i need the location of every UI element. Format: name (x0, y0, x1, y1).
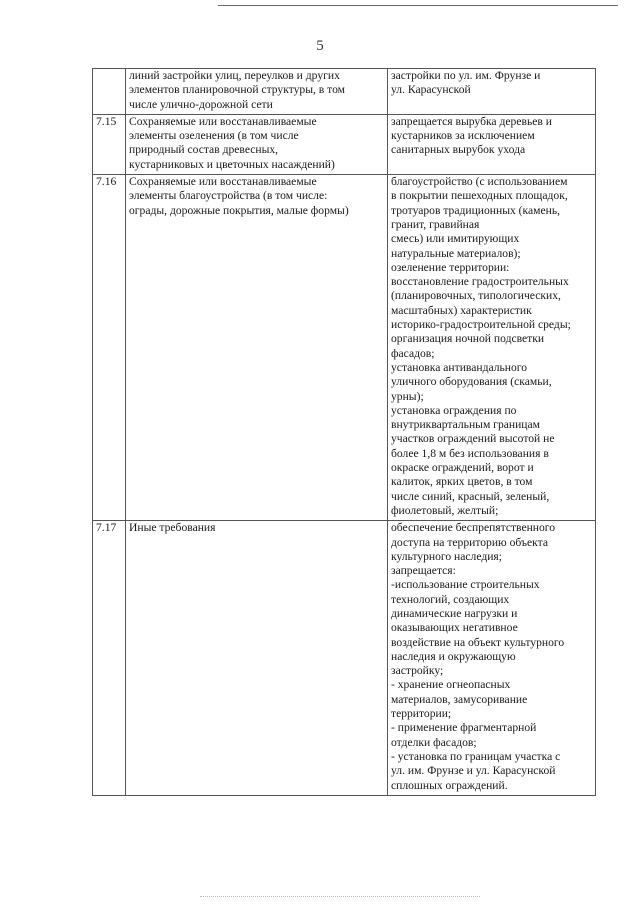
element-name-cell (126, 175, 388, 521)
requirement-line: застройки по ул. им. Фрунзе и (391, 69, 541, 82)
element-name-line: Сохраняемые или восстанавливаемые (129, 175, 317, 189)
table-row (93, 175, 596, 521)
requirement-line: культурного наследия; (391, 549, 502, 563)
page-number: 5 (316, 38, 324, 54)
requirement-line: ул. Карасунской (391, 83, 471, 97)
requirement-line: участков ограждений высотой не (391, 432, 555, 446)
requirement-line: историко-градостроительной среды; (391, 318, 571, 332)
table-body (93, 69, 596, 796)
requirement-line: числе синий, красный, зеленый, (391, 489, 550, 503)
requirement-line: (планировочных, типологических, (391, 289, 561, 303)
element-name-line: природный состав древесных, (129, 143, 279, 157)
element-name-line: Иные требования (129, 521, 216, 535)
requirement-line: территории; (391, 707, 452, 721)
element-name-line: элементы благоустройства (в том числе: (129, 189, 328, 203)
row-number-cell: 7.17 (93, 521, 126, 796)
element-name-cell (126, 521, 388, 796)
table-row (93, 114, 596, 174)
requirement-line: материалов, замусоривание (391, 692, 528, 706)
requirement-line: запрещается: (391, 564, 456, 578)
bottom-scan-artifact (200, 896, 480, 897)
requirement-line: натуральные материалов); (391, 246, 521, 260)
requirement-line: динамические нагрузки и (391, 606, 518, 620)
element-name-line: числе улично-дорожной сети (129, 97, 273, 111)
requirement-line: воздействие на объект культурного (391, 635, 565, 649)
requirement-line: - хранение огнеопасных (391, 678, 511, 692)
element-name-line: ограды, дорожные покрытия, малые формы) (129, 203, 349, 217)
requirement-line: отделки фасадов; (391, 735, 477, 749)
requirement-line: санитарных вырубок ухода (391, 143, 526, 157)
row-number-cell: 7.16 (93, 175, 126, 521)
requirement-cell (388, 521, 596, 796)
element-name-line: линий застройки улиц, переулков и других (129, 69, 340, 82)
requirement-line: восстановление градостроительных (391, 275, 569, 289)
top-rule (218, 5, 618, 6)
requirement-line: технологий, создающих (391, 592, 510, 606)
requirement-line: наследия и окружающую (391, 649, 516, 663)
requirement-line: уличного оборудования (скамьи, (391, 375, 552, 389)
requirement-line: -использование строительных (391, 578, 540, 592)
requirement-line: кустарников за исключением (391, 129, 535, 143)
requirement-cell (388, 175, 596, 521)
element-name-line: элементы озеленения (в том числе (129, 129, 299, 143)
requirement-line: - установка по границам участка с (391, 749, 561, 763)
requirement-line: доступа на территорию объекта (391, 535, 549, 549)
requirements-table (92, 68, 596, 796)
requirement-line: ул. им. Фрунзе и ул. Карасунской (391, 764, 556, 778)
requirement-cell (388, 114, 596, 174)
table-row (93, 69, 596, 115)
row-number-cell: 7.15 (93, 114, 126, 174)
requirement-line: установка антивандального (391, 360, 528, 374)
requirement-line: фиолетовый, желтый; (391, 503, 499, 517)
element-name-cell (126, 69, 388, 115)
requirement-line: - применение фрагментарной (391, 721, 537, 735)
requirement-line: окраске ограждений, ворот и (391, 461, 534, 475)
requirement-cell (388, 69, 596, 115)
requirement-line: фасадов; (391, 346, 435, 360)
requirement-line: гранит, гравийная (391, 217, 480, 231)
requirement-line: смесь) или имитирующих (391, 232, 520, 246)
requirement-line: тротуаров традиционных (камень, (391, 203, 561, 217)
requirement-line: масштабных) характеристик (391, 303, 532, 317)
requirement-line: урны); (391, 389, 424, 403)
requirement-line: внутриквартальным границам (391, 418, 540, 432)
requirement-line: обеспечение беспрепятственного (391, 521, 556, 535)
requirement-line: установка ограждения по (391, 403, 517, 417)
requirement-line: организация ночной подсветки (391, 332, 545, 346)
requirement-line: более 1,8 м без использования в (391, 446, 549, 460)
requirement-line: калиток, ярких цветов, в том (391, 475, 533, 489)
requirement-line: оказывающих негативное (391, 621, 518, 635)
table-row (93, 521, 596, 796)
element-name-cell (126, 114, 388, 174)
element-name-line: Сохраняемые или восстанавливаемые (129, 114, 317, 128)
element-name-line: элементов планировочной структуры, в том (129, 83, 346, 97)
requirement-line: застройку; (391, 664, 444, 678)
row-number-cell (93, 69, 126, 115)
requirement-line: запрещается вырубка деревьев и (391, 114, 552, 128)
requirement-line: в покрытии пешеходных площадок, (391, 189, 568, 203)
requirement-line: озеленение территории: (391, 260, 510, 274)
requirement-line: сплошных ограждений. (391, 778, 508, 792)
element-name-line: кустарниковых и цветочных насаждений) (129, 157, 335, 171)
requirement-line: благоустройство (с использованием (391, 175, 568, 189)
